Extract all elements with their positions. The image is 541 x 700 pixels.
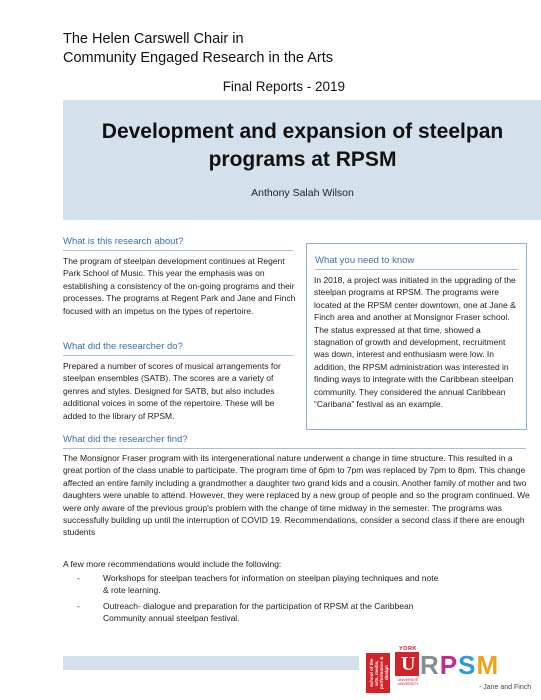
section-text-did: Prepared a number of scores of musical arrangements for steelpan ensembles (SATB). The scores are a variety of genres and styles. Designed for SATB, but also includes additional voices in some of the repertoire. These will be added to the library of RPSM. <box>63 361 281 421</box>
bullet-dash: - <box>77 573 80 583</box>
document-title <box>63 118 541 174</box>
rpsm-logo-r: R <box>420 650 440 680</box>
recommendations-intro: A few more recommendations would include the following: <box>63 559 282 569</box>
sidebar-divider <box>315 269 518 270</box>
key-facts-sidebar <box>306 243 527 430</box>
york-wordmark: YORK <box>399 646 417 652</box>
sidebar-text: In 2018, a project was initiated in the upgrading of the steelpan programs at RPSM. The programs were located at the RPSM center downtown, one at Jane & Finch area and another at Monsignor Fraser school. The status expressed at that time, showed a stagnation of growth and development, recruitment was down, interest and enthusiasm were low. In addition, the RPSM administration was interested in finding ways to integrate with the Caribbean steelpan community. They considered the annual Caribbean “Caribana” festival as an example. <box>314 275 516 410</box>
header-title-line2: Community Engaged Research in the Arts <box>63 50 333 66</box>
section-divider-about <box>63 250 293 251</box>
list-item <box>63 572 443 597</box>
header-title <box>63 30 483 68</box>
ampd-school-logo-text: school of the arts, media, performance & design <box>369 656 389 690</box>
section-divider-find <box>63 448 526 449</box>
section-text-find: The Monsignor Fraser program with its intergenerational nature underwent a change in time structure. This resulted in a great portion of the class unable to participate. The program time of 6pm to 7pm was replaced by 7pm to 8pm. This change affected an entire family including a grandmother a daughter two grand kids and a cousin. Another family of mother and two daughters were unable to attend. However, they were replaced by a new group of people and so the program continued. We were only aware of the previous group's problem with the change of time midway in the semester. The programs was successfully building up until the interruption of COVID 19. Recommendations, consider a second class if there are enough students <box>63 453 530 538</box>
document-title-line1: Development and expansion of steelpan <box>101 120 504 143</box>
rpsm-logo <box>420 650 499 680</box>
section-divider-did <box>63 355 293 356</box>
york-university-subtext: UNIVERSITÉ UNIVERSITY <box>397 678 419 686</box>
section-heading-find: What did the researcher find? <box>63 434 188 445</box>
report-year-subtitle: Final Reports - 2019 <box>222 79 345 94</box>
author-name: Anthony Salah Wilson <box>251 187 354 199</box>
footer-band <box>63 656 359 670</box>
rpsm-logo-s: S <box>458 650 477 680</box>
sidebar-heading: What you need to know <box>315 255 415 266</box>
recommendation-text: Workshops for steelpan teachers for information on steelpan playing techniques and note & rote learning. <box>103 573 439 596</box>
york-u-letter: U <box>401 653 416 675</box>
bullet-dash: - <box>77 600 80 611</box>
section-heading-about: What is this research about? <box>63 236 184 247</box>
document-title-line2: programs at RPSM <box>208 148 397 171</box>
rpsm-logo-m: M <box>476 650 500 680</box>
section-text-about: The program of steelpan development continues at Regent Park School of Music. This year the emphasis was on establishing a consistency of the on-going programs and their processes. The programs at Regent Park and Jane and Finch focused with an impetus on the types of repertoire. <box>63 256 296 316</box>
list-item <box>63 600 443 625</box>
header-title-line1: The Helen Carswell Chair in <box>63 31 244 47</box>
rpsm-logo-p: P <box>439 650 459 680</box>
rpsm-location-label: - Jane and Finch <box>479 684 532 691</box>
recommendations-list <box>63 572 443 628</box>
recommendation-text: Outreach- dialogue and preparation for the participation of RPSM at the Caribbean Community annual steelpan festival. <box>103 600 414 624</box>
section-heading-did: What did the researcher do? <box>63 341 183 352</box>
